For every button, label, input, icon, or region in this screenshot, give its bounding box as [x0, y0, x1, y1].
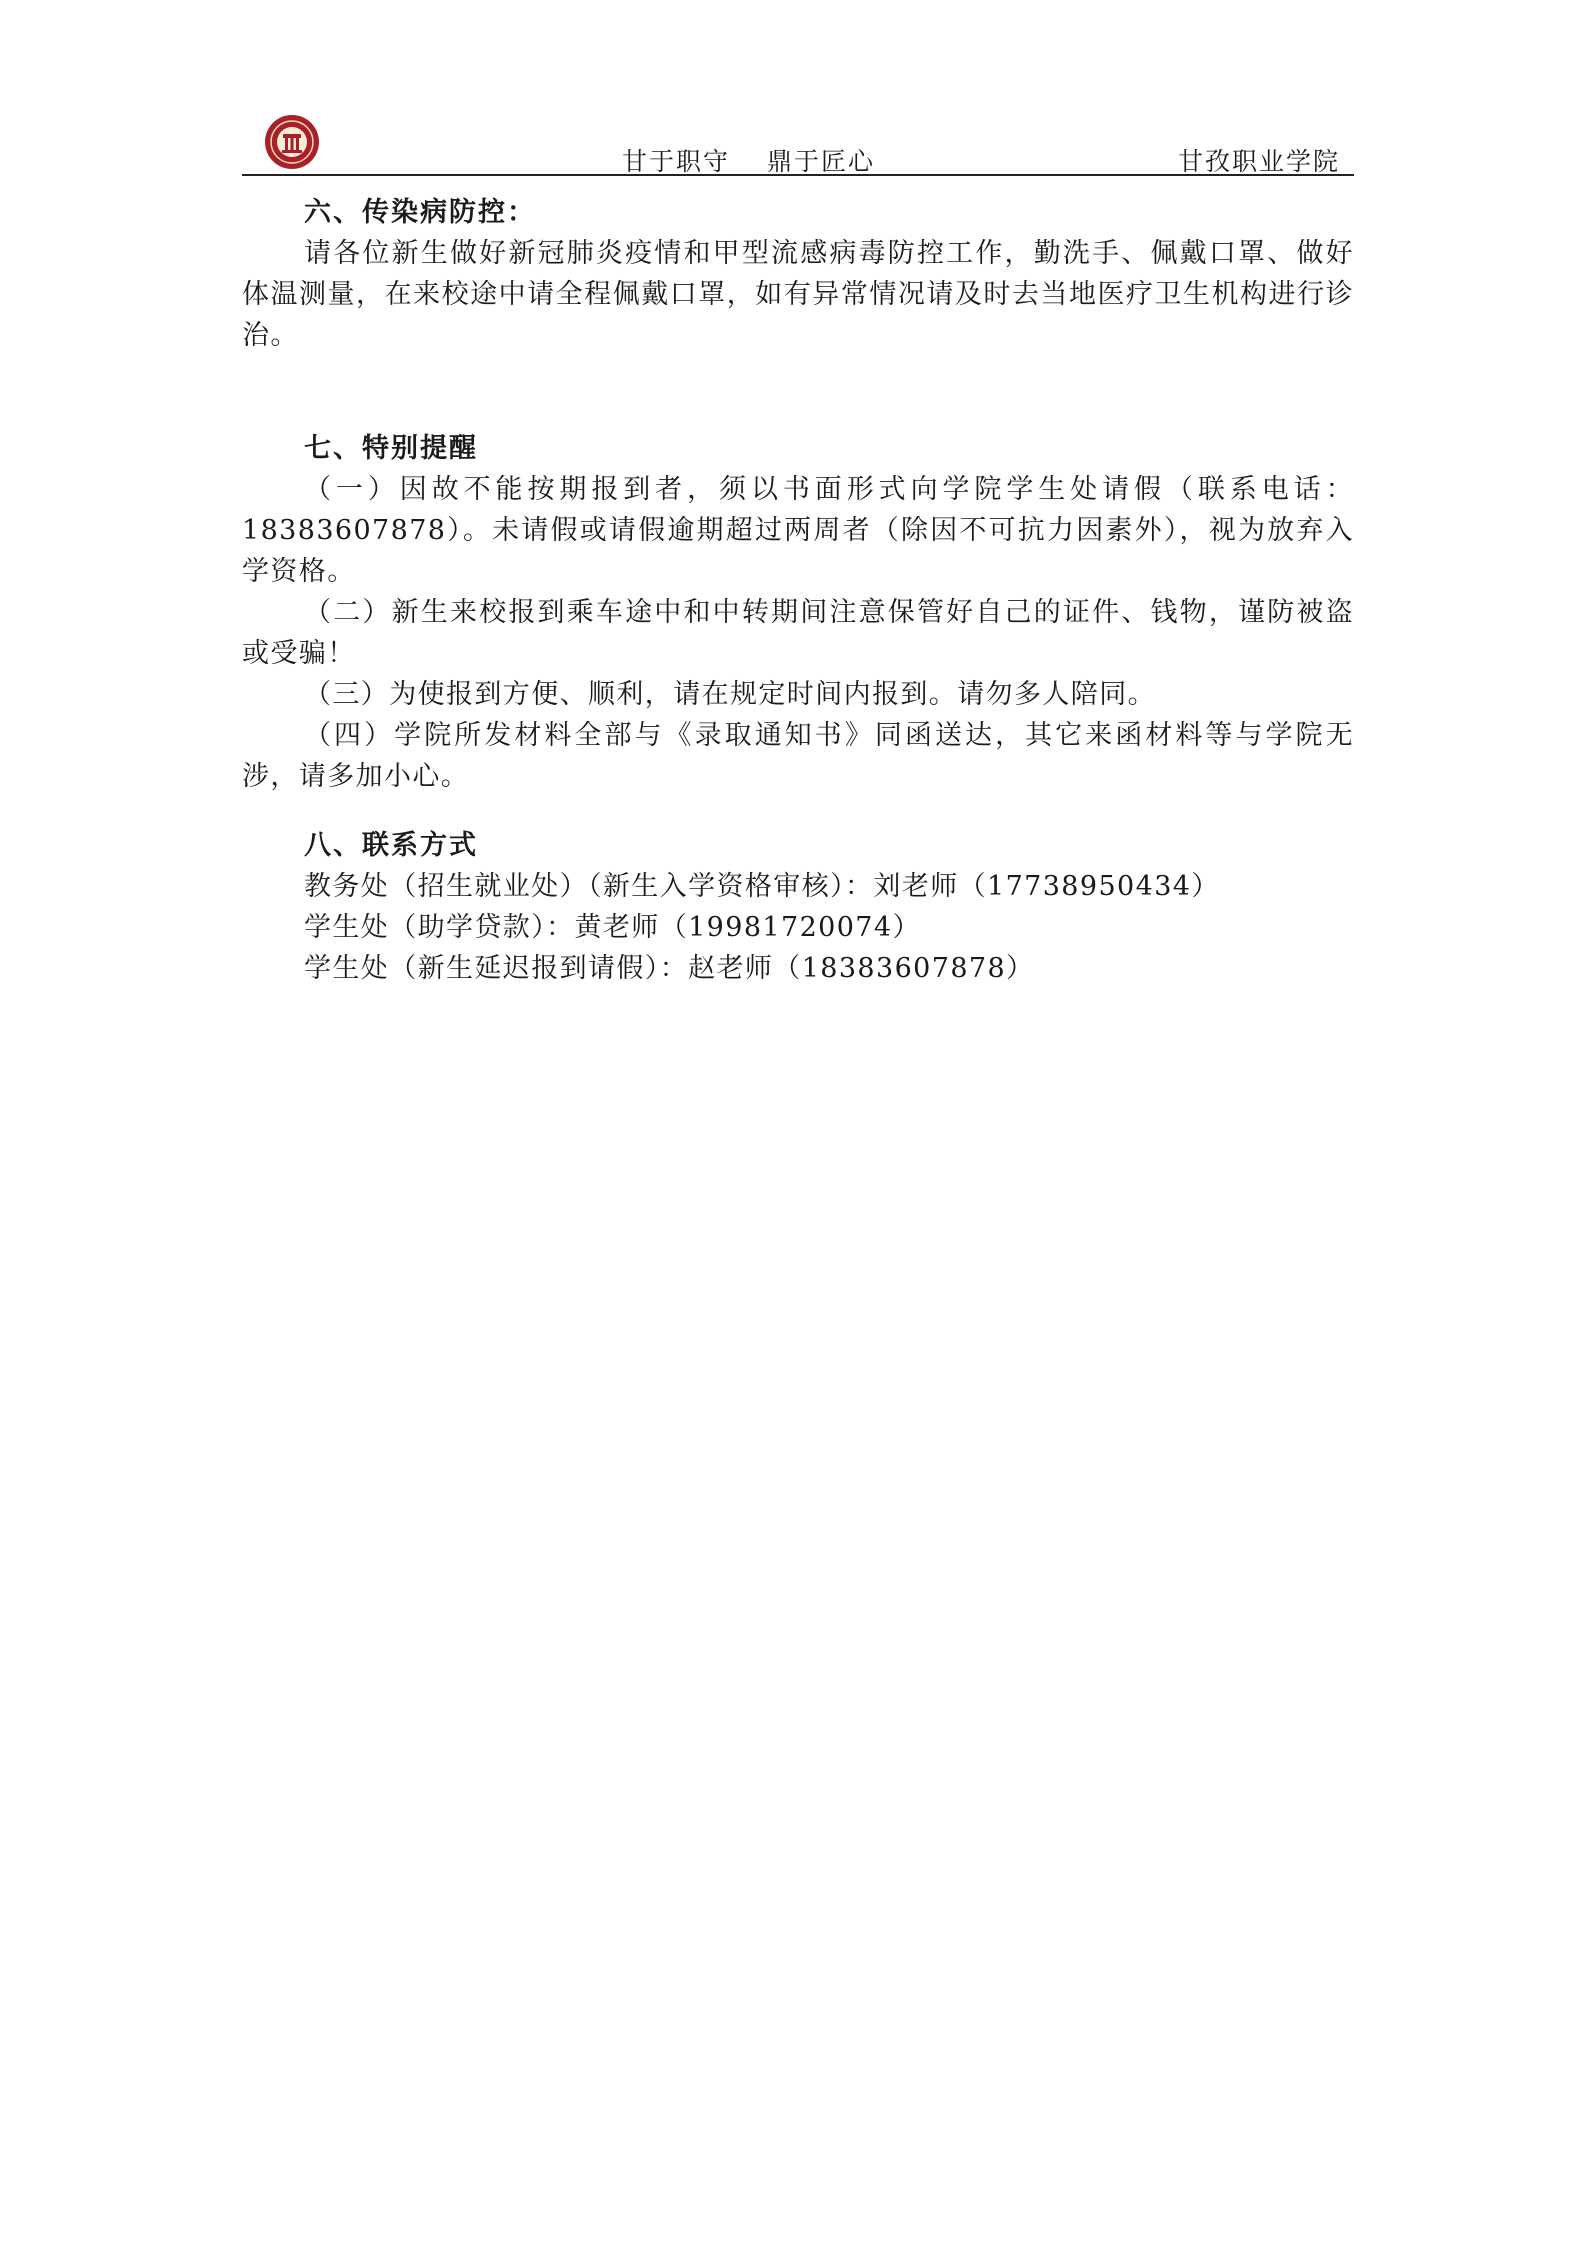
page-header [242, 112, 1354, 176]
section-7-title: 七、特别提醒 [304, 433, 478, 464]
header-motto: 甘于职守 鼎于匠心 [622, 147, 875, 176]
section-7-item-3: （三）为使报到方便、顺利，请在规定时间内报到。请勿多人陪同。 [304, 679, 1156, 710]
contact-line-leave-request: 学生处（新生延迟报到请假）：赵老师（18383607878） [304, 953, 1035, 984]
contact-line-academic-affairs: 教务处（招生就业处）（新生入学资格审核）：刘老师（17738950434） [304, 871, 1220, 902]
section-7-item-1: （一）因故不能按期报到者，须以书面形式向学院学生处请假（联系电话：18383607878）。未请假或请假逾期超过两周者（除因不可抗力因素外），视为放弃入学资格。 [242, 474, 1354, 587]
section-6-title: 六、传染病防控： [304, 197, 536, 228]
document-body [242, 192, 1354, 989]
section-8-title: 八、联系方式 [304, 830, 478, 861]
contact-line-student-loans: 学生处（助学贷款）：黄老师（19981720074） [304, 912, 921, 943]
section-7-item-4: （四）学院所发材料全部与《录取通知书》同函送达，其它来函材料等与学院无涉，请多加小心。 [242, 720, 1354, 792]
header-school-name: 甘孜职业学院 [1177, 147, 1340, 176]
section-6-paragraph: 请各位新生做好新冠肺炎疫情和甲型流感病毒防控工作，勤洗手、佩戴口罩、做好体温测量，在来校途中请全程佩戴口罩，如有异常情况请及时去当地医疗卫生机构进行诊治。 [242, 238, 1354, 351]
section-7-item-2: （二）新生来校报到乘车途中和中转期间注意保管好自己的证件、钱物，谨防被盗或受骗！ [242, 597, 1354, 669]
college-logo-icon [264, 114, 320, 170]
